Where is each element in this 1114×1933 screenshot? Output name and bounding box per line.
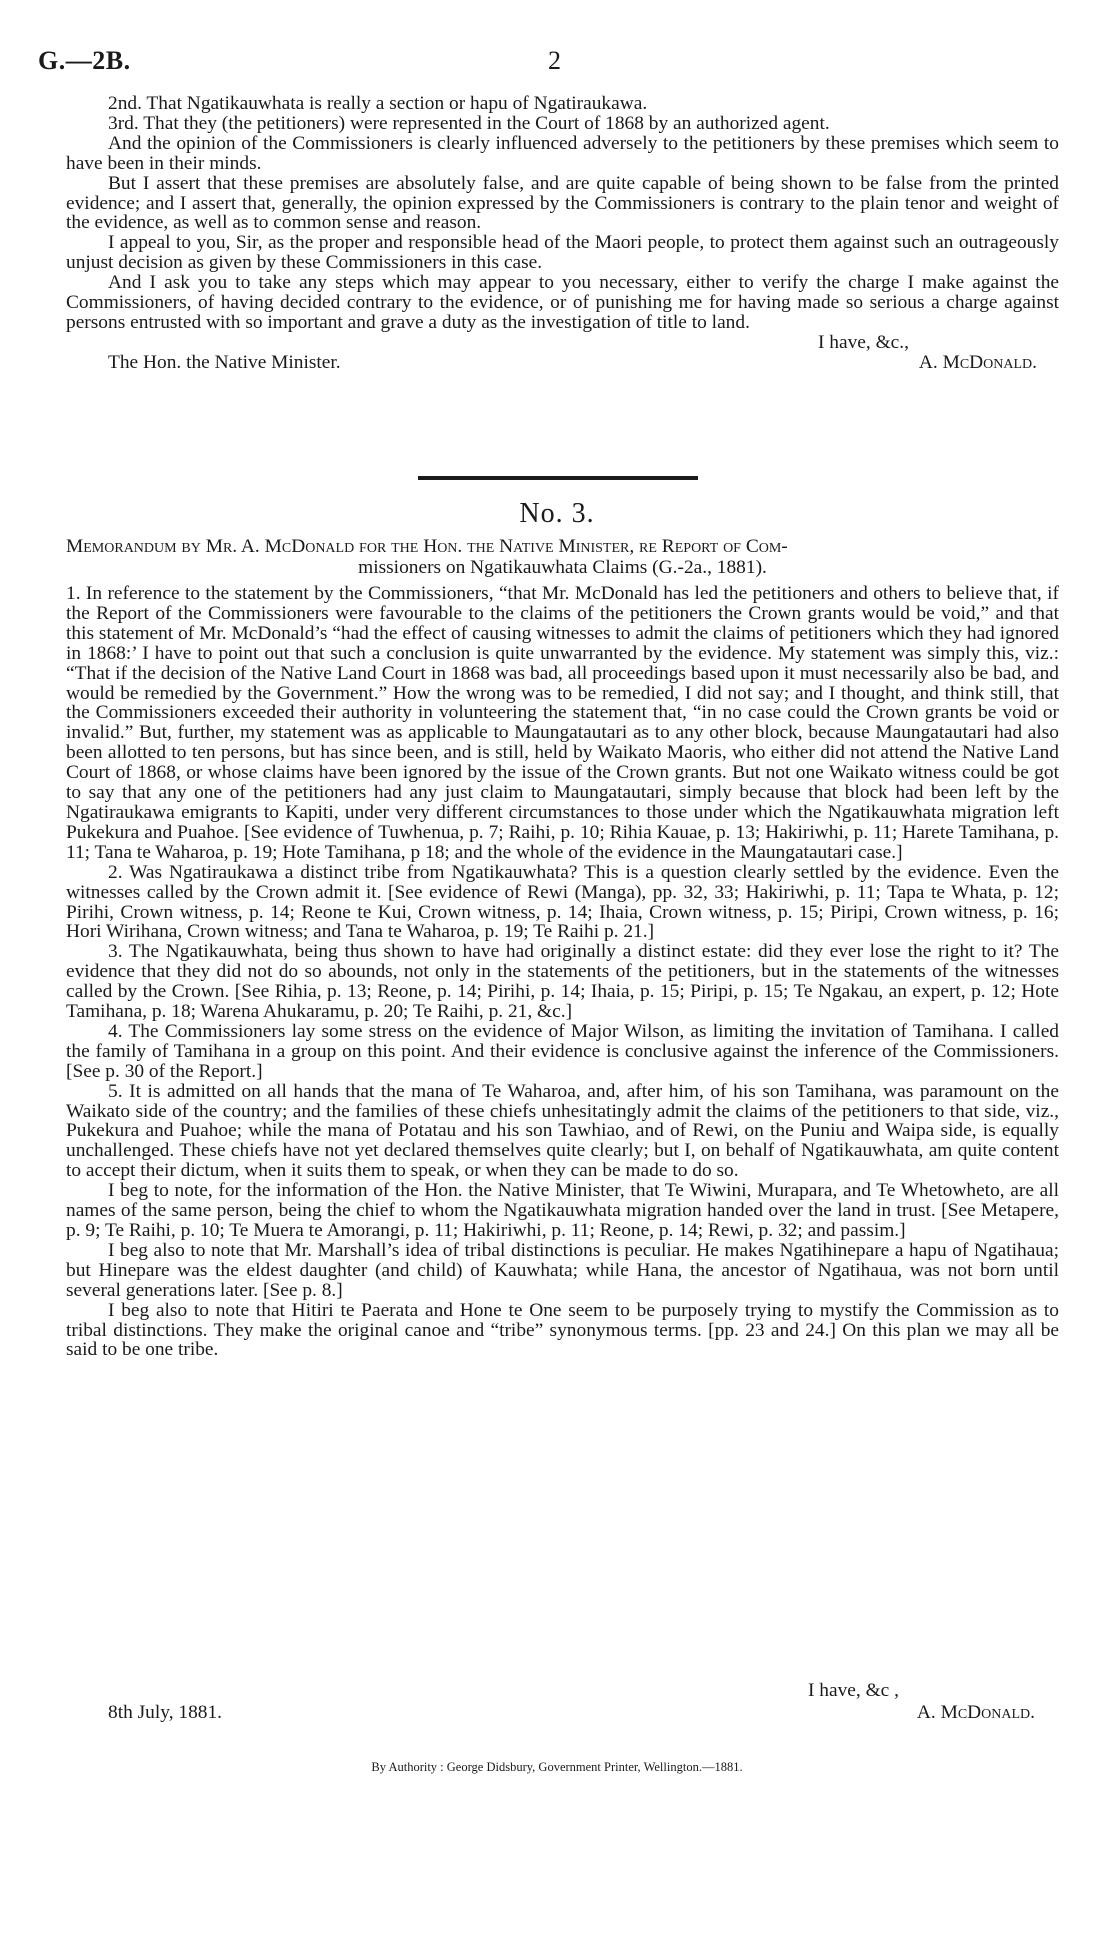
memo-signature-row [66,1702,1059,1724]
section-divider [418,476,698,480]
letter-paragraph: 2nd. That Ngatikauwhata is really a section or hapu of Ngatiraukawa. [108,93,648,114]
printer-imprint: By Authority : George Didsbury, Government Printer, Wellington.—1881. [371,1760,743,1774]
letter-paragraph: 3rd. That they (the petitioners) were represented in the Court of 1868 by an authorized agent. [108,112,830,134]
memo-date: 8th July, 1881. [108,1702,223,1723]
memo-title-line1: Memorandum by Mr. A. McDonald for the Hon. the Native Minister, re Report of Com- [66,536,788,557]
memo-number: No. 3. [519,498,595,529]
letter-paragraph: And the opinion of the Commissioners is clearly influenced adversely to the petitioners by these premises which seem to have been in their minds. [66,132,1059,174]
memo-paragraph: 2. Was Ngatiraukawa a distinct tribe from Ngatikauwhata? This is a question clearly settled by the evidence. Even the witnesses called by the Crown admit it. [See evidence of Rewi (Manga), pp. 32, 33; Hakiriwhi, p. 11; Tapa te Whata, p. 12; Pirihi, Crown witness, p. 14; Reone te Kui, Crown witness, p. 14; Ihaia, Crown witness, p. 15; Piripi, Crown witness, p. 16; Hori Wirihana, Crown witness; and Tana te Waharoa, p. 19; Te Raihi p. 21.] [66,861,1059,943]
memo-paragraph: 3. The Ngatikauwhata, being thus shown to have had originally a distinct estate: did they ever lose the right to it? The evidence that they did not do so abounds, not only in the statements of the petitioners, but in the statements of the witnesses called by the Crown. [See Rihia, p. 13; Reone, p. 14; Pirihi, p. 14; Ihaia, p. 15; Piripi, p. 15; Te Ngakau, an expert, p. 12; Hote Tamihana, p. 18; Warena Ahukaramu, p. 20; Te Raihi, p. 21, &c.] [66,941,1059,1023]
memo-paragraph: I beg also to note that Hitiri te Paerata and Hone te One seem to be purposely trying to mystify the Commission as to tribal distinctions. They make the original canoe and “tribe” synonymous terms. [pp. 23 and 24.] On this plan we may all be said to be one tribe. [66,1299,1059,1361]
letter-paragraph: But I assert that these premises are absolutely false, and are quite capable of being shown to be false from the printed evidence; and I assert that, generally, the opinion expressed by the Commissioners is contrary to the plain tenor and weight of the evidence, as well as to common sense and reason. [66,172,1059,234]
memo-body [66,584,1059,1360]
memo-closing: I have, &c , [808,1680,899,1701]
memo-title [66,536,1059,578]
letter-signature: A. McDonald. [918,351,1037,373]
memo-paragraph: I beg also to note that Mr. Marshall’s idea of tribal distinctions is peculiar. He makes Ngatihinepare a hapu of Ngatihaua; but Hinepare was the eldest daughter (and child) of Kauwhata; while Hana, the ancestor of Ngatihaua, was not born until several generations later. [See p. 8.] [66,1239,1059,1301]
memo-title-line2: missioners on Ngatikauwhata Claims (G.-2a., 1881). [358,557,767,578]
document-reference: G.—2B. [38,46,131,75]
memo-signature: A. McDonald. [916,1702,1035,1723]
letter-continuation [66,94,1059,373]
page-number: 2 [548,46,561,75]
memo-paragraph: 1. In reference to the statement by the Commissioners, “that Mr. McDonald has led the petitioners and others to believe that, if the Report of the Commissioners were favourable to the claims of the petitioners the Crown grants would be void,” and that this statement of Mr. McDonald’s “had the effect of causing witnesses to admit the claims of petitioners which they had ignored in 1868:’ I have to point out that such a conclusion is quite unwarranted by the evidence. My statement was simply this, viz.: “That if the decision of the Native Land Court in 1868 was bad, all proceedings based upon it must necessarily also be bad, and would be remedied by the Government.” How the wrong was to be remedied, I did not say; and I thought, and think still, that the Commissioners exceeded their authority in volunteering the statement that, “in no case could the Crown grants be void or invalid.” But, further, my statement was as applicable to Maungatautari as to any other block, because Maungatautari had also been allotted to ten persons, but has since been, and is still, held by Waikato Maoris, who either did not attend the Native Land Court of 1868, or whose claims have been ignored by the issue of the Crown grants. But not one Waikato witness could be got to say that any one of the petitioners had any just claim to Maungatautari, simply because that block had been left by the Ngatiraukawa emigrants to Kapiti, under very different circumstances to those under which the Ngatikauwhata migration left Pukekura and Puahoe. [See evidence of Tuwhenua, p. 7; Raihi, p. 10; Rihia Kauae, p. 13; Hakiriwhi, p. 11; Harete Tamihana, p. 11; Tana te Waharoa, p. 19; Hote Tamihana, p 18; and the whole of the evidence in the Maungatautari case.] [66,583,1059,863]
memo-paragraph: 4. The Commissioners lay some stress on the evidence of Major Wilson, as limiting the invitation of Tamihana. I called the family of Tamihana in a group on this point. And their evidence is conclusive against the inference of the Commissioners. [See p. 30 of the Report.] [66,1020,1059,1082]
letter-paragraph: And I ask you to take any steps which may appear to you necessary, either to verify the charge I make against the Commissioners, of having decided contrary to the evidence, or of punishing me for having made so serious a charge against persons entrusted with so important and grave a duty as the investigation of title to land. [66,272,1059,333]
memo-paragraph: 5. It is admitted on all hands that the mana of Te Waharoa, and, after him, of his son Tamihana, was paramount on the Waikato side of the country; and the families of these chiefs unhesitatingly admit the claims of the petitioners to that side, viz., Pukekura and Puahoe; while the mana of Potatau and his son Tawhiao, and of Rewi, on the Puniu and Waipa side, is equally unchallenged. These chiefs have not yet declared themselves quite clearly; but I, on behalf of Ngatikauwhata, am quite content to accept their dictum, when it suits them to speak, or when they can be made to do so. [66,1080,1059,1182]
letter-closing: I have, &c., [818,331,909,353]
letter-paragraph: I appeal to you, Sir, as the proper and responsible head of the Maori people, to protect them against such an outrageously unjust decision as given by these Commissioners in this case. [66,232,1059,274]
memo-paragraph: I beg to note, for the information of the Hon. the Native Minister, that Te Wiwini, Murapara, and Te Whetowheto, are all names of the same person, being the chief to whom the Ngatikauwhata migration handed over the land in trust. [See Metapere, p. 9; Te Raihi, p. 10; Te Muera te Amorangi, p. 11; Hakiriwhi, p. 11; Reone, p. 14; Rewi, p. 32; and passim.] [66,1180,1059,1241]
letter-addressee: The Hon. the Native Minister. [108,351,341,373]
letter-signature-row [66,353,1059,373]
memo-closing-block [66,1680,1059,1724]
